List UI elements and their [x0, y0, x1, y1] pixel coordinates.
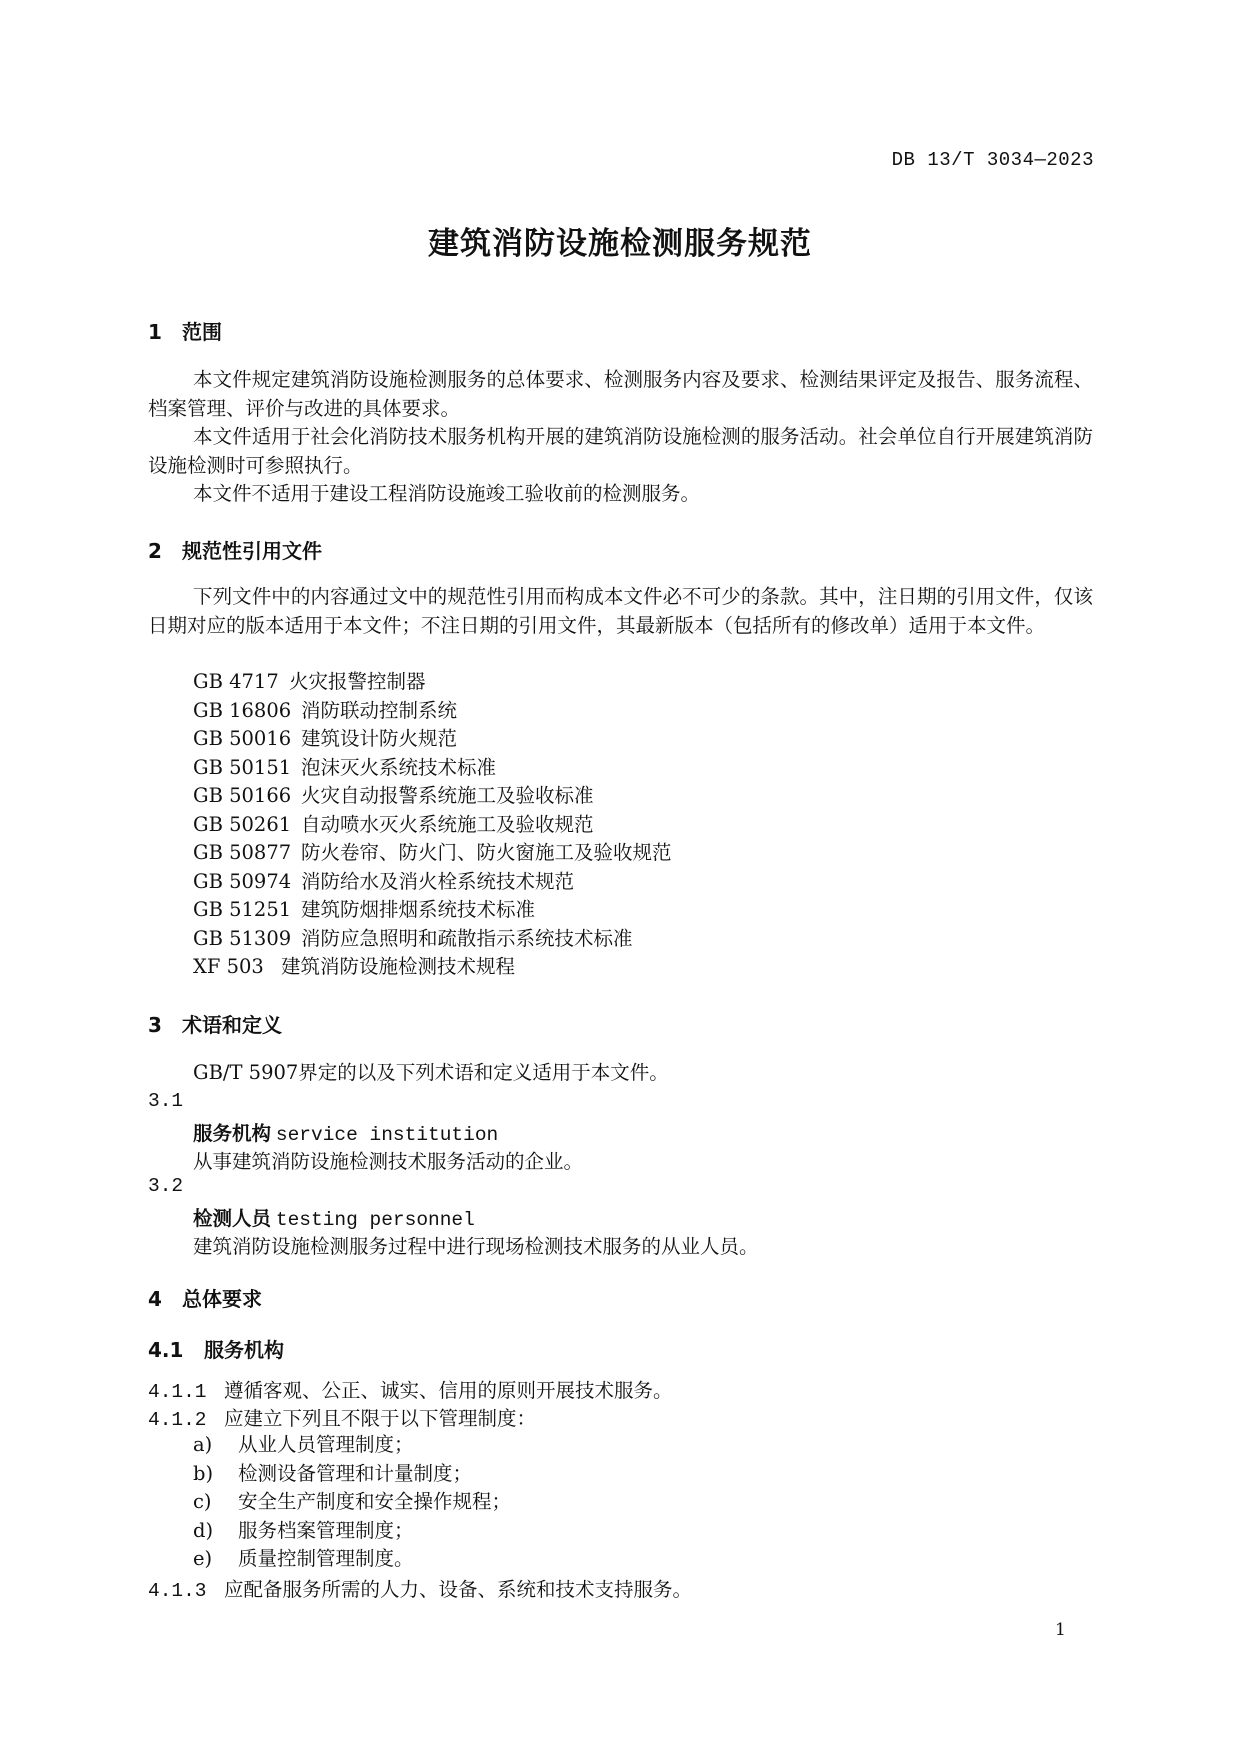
term-name-zh: 检测人员 — [193, 1207, 272, 1230]
reference-title: 防火卷帘、防火门、防火窗施工及验收规范 — [301, 841, 672, 864]
reference-item — [193, 925, 672, 954]
reference-code: GB 51309 — [193, 926, 292, 950]
reference-title: 火灾自动报警系统施工及验收标准 — [301, 784, 594, 807]
reference-code: GB 50974 — [193, 869, 292, 893]
term-name-en: service institution — [275, 1124, 499, 1146]
list-item-text: 服务档案管理制度； — [238, 1518, 414, 1542]
list-item — [193, 1488, 511, 1517]
page-number: 1 — [1055, 1620, 1066, 1640]
reference-code: XF 503 — [193, 955, 264, 978]
reference-item — [193, 868, 672, 897]
reference-item — [193, 896, 672, 925]
scope-paragraph-2: 本文件适用于社会化消防技术服务机构开展的建筑消防设施检测的服务活动。社会单位自行开展建筑消防设施检测时可参照执行。 — [148, 425, 1093, 477]
clause — [148, 1403, 536, 1431]
section-number: 2 — [148, 539, 162, 563]
list-item-text: 安全生产制度和安全操作规程； — [238, 1490, 512, 1513]
term-definition: 从事建筑消防设施检测技术服务活动的企业。 — [193, 1150, 584, 1173]
subsection-number: 4.1 — [148, 1338, 184, 1362]
reference-item — [193, 839, 672, 868]
reference-list — [193, 668, 672, 982]
management-system-list — [193, 1431, 511, 1574]
section-title: 总体要求 — [182, 1287, 262, 1311]
reference-item — [193, 754, 672, 783]
list-item-text: 从业人员管理制度； — [238, 1433, 414, 1456]
term-name — [193, 1118, 498, 1146]
term-number: 3.1 — [148, 1090, 184, 1112]
reference-title: 消防应急照明和疏散指示系统技术标准 — [301, 926, 633, 950]
clause-number: 4.1.2 — [148, 1409, 207, 1431]
section-number: 4 — [148, 1287, 162, 1311]
reference-code: GB 16806 — [193, 698, 292, 722]
clause-number: 4.1.3 — [148, 1580, 207, 1602]
reference-code: GB 50261 — [193, 812, 292, 836]
reference-item — [193, 811, 672, 840]
reference-title: 建筑消防设施检测技术规程 — [281, 955, 516, 978]
list-item — [193, 1431, 511, 1460]
reference-code: GB 50166 — [193, 784, 292, 807]
section-heading-scope — [148, 316, 222, 345]
reference-item — [193, 668, 672, 697]
scope-paragraph-1: 本文件规定建筑消防设施检测服务的总体要求、检测服务内容及要求、检测结果评定及报告、服务流程、档案管理、评价与改进的具体要求。 — [148, 368, 1093, 420]
clause-text: 应建立下列且不限于以下管理制度： — [224, 1407, 537, 1430]
list-marker: d) — [193, 1518, 214, 1542]
reference-title: 消防联动控制系统 — [301, 698, 458, 722]
reference-code: GB 50877 — [193, 841, 292, 864]
reference-title: 自动喷水灭火系统施工及验收规范 — [301, 812, 594, 836]
clause-number: 4.1.1 — [148, 1381, 207, 1403]
reference-title: 消防给水及消火栓系统技术规范 — [301, 869, 575, 893]
document-title: 建筑消防设施检测服务规范 — [428, 226, 812, 262]
list-marker: c) — [193, 1490, 212, 1513]
section-heading-general-requirements — [148, 1283, 262, 1312]
clause — [148, 1375, 673, 1403]
section-number: 1 — [148, 320, 162, 344]
section-heading-terms — [148, 1009, 282, 1038]
reference-item — [193, 697, 672, 726]
list-item-text: 质量控制管理制度。 — [238, 1547, 414, 1570]
list-item — [193, 1517, 511, 1546]
list-marker: b) — [193, 1461, 214, 1485]
reference-title: 火灾报警控制器 — [289, 670, 426, 693]
reference-item — [193, 953, 672, 982]
list-marker: a) — [193, 1433, 213, 1456]
clause-text: 遵循客观、公正、诚实、信用的原则开展技术服务。 — [224, 1379, 673, 1402]
list-item — [193, 1545, 511, 1574]
reference-item — [193, 782, 672, 811]
subsection-heading-service-institution — [148, 1334, 284, 1363]
clause-text: 应配备服务所需的人力、设备、系统和技术支持服务。 — [224, 1578, 693, 1601]
section-heading-normative-references — [148, 535, 322, 564]
reference-code: GB 51251 — [193, 898, 292, 921]
reference-title: 泡沫灭火系统技术标准 — [301, 755, 497, 779]
scope-paragraph-3: 本文件不适用于建设工程消防设施竣工验收前的检测服务。 — [193, 482, 701, 505]
reference-item — [193, 725, 672, 754]
clause — [148, 1574, 692, 1602]
terms-intro: GB/T 5907界定的以及下列术语和定义适用于本文件。 — [193, 1061, 669, 1084]
term-definition: 建筑消防设施检测服务过程中进行现场检测技术服务的从业人员。 — [193, 1235, 759, 1258]
list-marker: e) — [193, 1547, 213, 1570]
term-name — [193, 1203, 475, 1231]
reference-code: GB 4717 — [193, 670, 279, 693]
reference-code: GB 50151 — [193, 755, 292, 779]
section-title: 术语和定义 — [182, 1013, 282, 1037]
section-number: 3 — [148, 1013, 162, 1037]
list-item — [193, 1460, 511, 1489]
term-name-en: testing personnel — [275, 1209, 475, 1231]
reference-code: GB 50016 — [193, 727, 292, 750]
list-item-text: 检测设备管理和计量制度； — [238, 1461, 473, 1485]
reference-title: 建筑设计防火规范 — [301, 727, 458, 750]
section-title: 规范性引用文件 — [182, 539, 322, 563]
references-intro: 下列文件中的内容通过文中的规范性引用而构成本文件必不可少的条款。其中，注日期的引用文件，仅该日期对应的版本适用于本文件；不注日期的引用文件，其最新版本（包括所有的修改单）适用于本文件。 — [148, 585, 1093, 637]
reference-title: 建筑防烟排烟系统技术标准 — [301, 898, 536, 921]
term-number: 3.2 — [148, 1175, 184, 1197]
subsection-title: 服务机构 — [204, 1338, 284, 1362]
term-name-zh: 服务机构 — [193, 1122, 272, 1145]
standard-code: DB 13/T 3034—2023 — [891, 149, 1094, 171]
section-title: 范围 — [182, 320, 222, 344]
